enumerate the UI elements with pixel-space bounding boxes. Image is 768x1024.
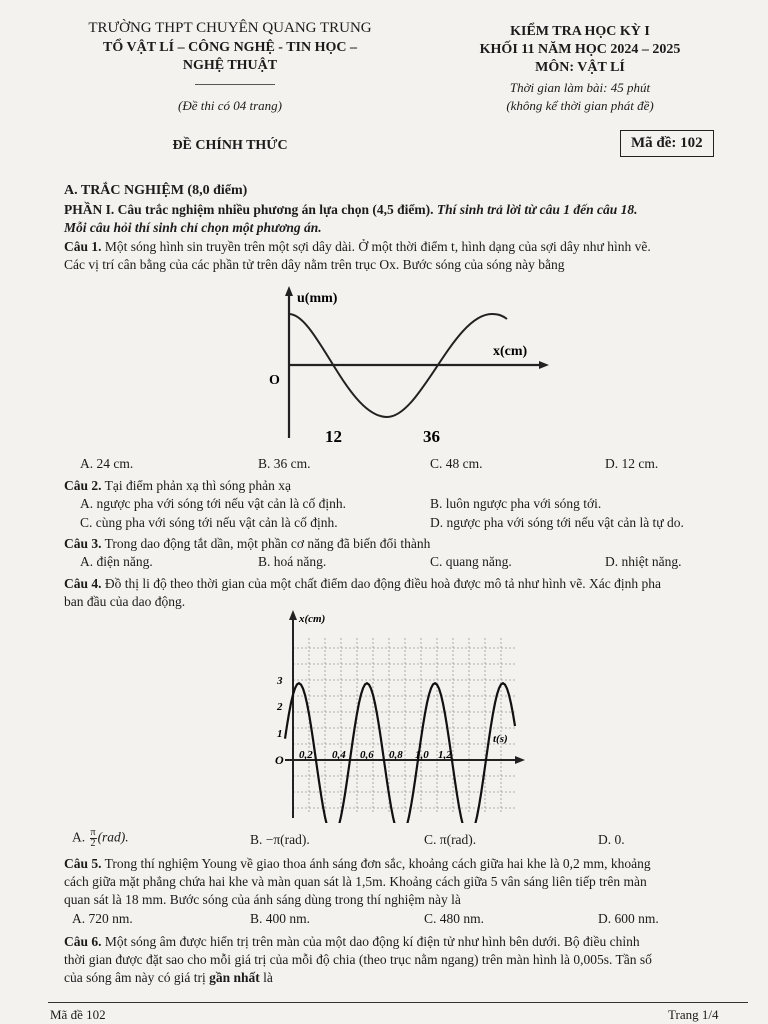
q1-option-b[interactable]: B. 36 cm. [258,456,311,471]
q3-label: Câu 3. [64,536,102,551]
time-note: (không kể thời gian phát đề) [506,98,654,113]
part1-line2: Mỗi câu hỏi thí sinh chỉ chọn một phương án. [64,220,322,235]
q4-ytick-3: 3 [277,675,283,687]
part1-line1 [64,201,637,218]
q4-xlabel: t(s) [493,733,508,745]
department-line1: TỔ VẬT LÍ – CÔNG NGHỆ - TIN HỌC – [103,40,357,55]
q2-stem [64,477,291,494]
part1-bold: PHẦN I. Câu trắc nghiệm nhiều phương án lựa chọn (4,5 điểm). [64,202,434,217]
q4-x-arrow [289,610,297,620]
q2-option-d[interactable]: D. ngược pha với sóng tới nếu vật cản là tự do. [430,515,684,530]
q1-u-arrow [285,286,293,296]
q4-line1 [64,575,661,592]
q2-label: Câu 2. [64,478,102,493]
time-limit: Thời gian làm bài: 45 phút [509,80,651,95]
q5-line3: quan sát là 18 mm. Bước sóng của ánh sáng dùng trong thí nghiệm này là [64,892,461,907]
q3-option-a[interactable]: A. điện năng. [80,554,153,569]
q6-text3c: là [259,970,273,985]
q1-xlabel: x(cm) [493,344,528,359]
q3-option-d[interactable]: D. nhiệt năng. [605,554,682,569]
q1-label: Câu 1. [64,239,102,254]
q1-option-c[interactable]: C. 48 cm. [430,456,483,471]
subject: MÔN: VẬT LÍ [535,60,625,75]
q1-line1 [64,238,651,255]
official-label: ĐỀ CHÍNH THỨC [172,138,288,153]
footer-rule [48,1002,748,1003]
q4-option-c[interactable]: C. π(rad). [424,832,477,847]
q4-label: Câu 4. [64,576,102,591]
q4-origin: O [275,753,284,767]
q4-xtick-1-2: 1,2 [438,749,452,761]
q1-wave-graph [255,280,555,450]
q6-label: Câu 6. [64,934,102,949]
q6-text3a: của sóng âm này có giá trị [64,970,210,985]
q4-line2: ban đầu của dao động. [64,594,186,609]
q4-xtick-0-2: 0,2 [299,749,313,761]
q4-xtick-0-6: 0,6 [360,749,374,761]
page-count-note: (Đề thi có 04 trang) [178,98,282,113]
q6-text1: Một sóng âm được hiển trị trên màn của một dao động kí điện tử như hình bên dưới. Bộ điều chỉnh [101,934,640,949]
department-line2: NGHỆ THUẬT [182,58,278,73]
q4-ylabel: x(cm) [299,613,326,625]
q1-tick-36: 36 [423,427,440,446]
q5-text1: Trong thí nghiệm Young về giao thoa ánh sáng đơn sắc, khoảng cách giữa hai khe là 0,2 mm, khoảng [101,856,651,871]
q6-text3-bold: gần nhất [209,970,260,985]
q1-ylabel: u(mm) [297,291,338,306]
q1-option-a[interactable]: A. 24 cm. [80,456,134,471]
q1-tick-12: 12 [325,427,342,446]
exam-code-box: Mã đề: 102 [620,130,714,157]
q2-option-a[interactable]: A. ngược pha với sóng tới nếu vật cản là cố định. [80,496,347,511]
q4-option-a-unit: (rad). [97,829,129,845]
section-a-title: A. TRẮC NGHIỆM (8,0 điểm) [64,183,248,198]
q6-line3 [64,969,273,986]
q1-text1: Một sóng hình sin truyền trên một sợi dây dài. Ở một thời điểm t, hình dạng của sợi dây như hình vẽ. [101,239,651,254]
q4-ytick-2: 2 [277,701,283,713]
q6-line2: thời gian được đặt sao cho mỗi giá trị của mỗi độ chia (theo trục nằm ngang) trên màn hình là 0,005s. Tần số [64,952,652,967]
q6-line1 [64,933,640,950]
q5-line2: cách giữa mặt phẳng chứa hai khe và màn quan sát là 1,5m. Khoảng cách giữa 5 vân sáng liên tiếp trên màn [64,874,647,889]
q1-origin: O [269,373,280,388]
q2-option-b[interactable]: B. luôn ngược pha với sóng tới. [430,496,602,511]
part1-italic1: Thí sinh trả lời từ câu 1 đến câu 18. [433,202,638,217]
q5-option-b[interactable]: B. 400 nm. [250,911,311,926]
q4-xtick-0-4: 0,4 [332,749,346,761]
q1-x-arrow [539,361,549,369]
q2-text: Tại điểm phản xạ thì sóng phản xạ [101,478,291,493]
q4-xtick-1-0: 1,0 [415,749,429,761]
q4-option-d[interactable]: D. 0. [598,832,625,847]
q5-line1 [64,855,651,872]
q1-option-d[interactable]: D. 12 cm. [605,456,659,471]
q4-t-arrow [515,756,525,764]
q3-option-b[interactable]: B. hoá năng. [258,554,327,569]
exam-title: KIỂM TRA HỌC KỲ I [510,24,650,39]
q2-option-c[interactable]: C. cùng pha với sóng tới nếu vật cản là cố định. [80,515,338,530]
q3-stem [64,535,430,552]
header-divider [195,84,275,85]
q3-text: Trong dao động tắt dần, một phần cơ năng đã biến đổi thành [101,536,431,551]
q4-option-a[interactable]: A. $\frac{\pi}{2}$ (rad). [72,827,129,849]
q4-grid [293,638,517,814]
school-name: TRƯỜNG THPT CHUYÊN QUANG TRUNG [88,20,372,36]
q1-line2: Các vị trí cân bằng của các phần tử trên dây nằm trên trục Ox. Bước sóng của sóng này bằng [64,257,565,272]
q5-label: Câu 5. [64,856,102,871]
pi-over-2-fraction: $\frac{\pi}{2}$ [90,827,96,849]
q5-option-c[interactable]: C. 480 nm. [424,911,485,926]
q3-option-c[interactable]: C. quang năng. [430,554,512,569]
footer-exam-code: Mã đề 102 [50,1007,106,1022]
grade-year: KHỐI 11 NĂM HỌC 2024 – 2025 [479,42,681,57]
q4-text1: Đồ thị li độ theo thời gian của một chất điểm dao động điều hoà được mô tả như hình vẽ. Xác định pha [101,576,661,591]
q4-ytick-1: 1 [277,728,283,740]
q4-option-b[interactable]: B. −π(rad). [250,832,310,847]
q5-option-d[interactable]: D. 600 nm. [598,911,659,926]
q5-option-a[interactable]: A. 720 nm. [72,911,133,926]
q4-xtick-0-8: 0,8 [389,749,403,761]
footer-page-number: Trang 1/4 [668,1007,719,1022]
q4-oscillation-graph [255,608,530,823]
